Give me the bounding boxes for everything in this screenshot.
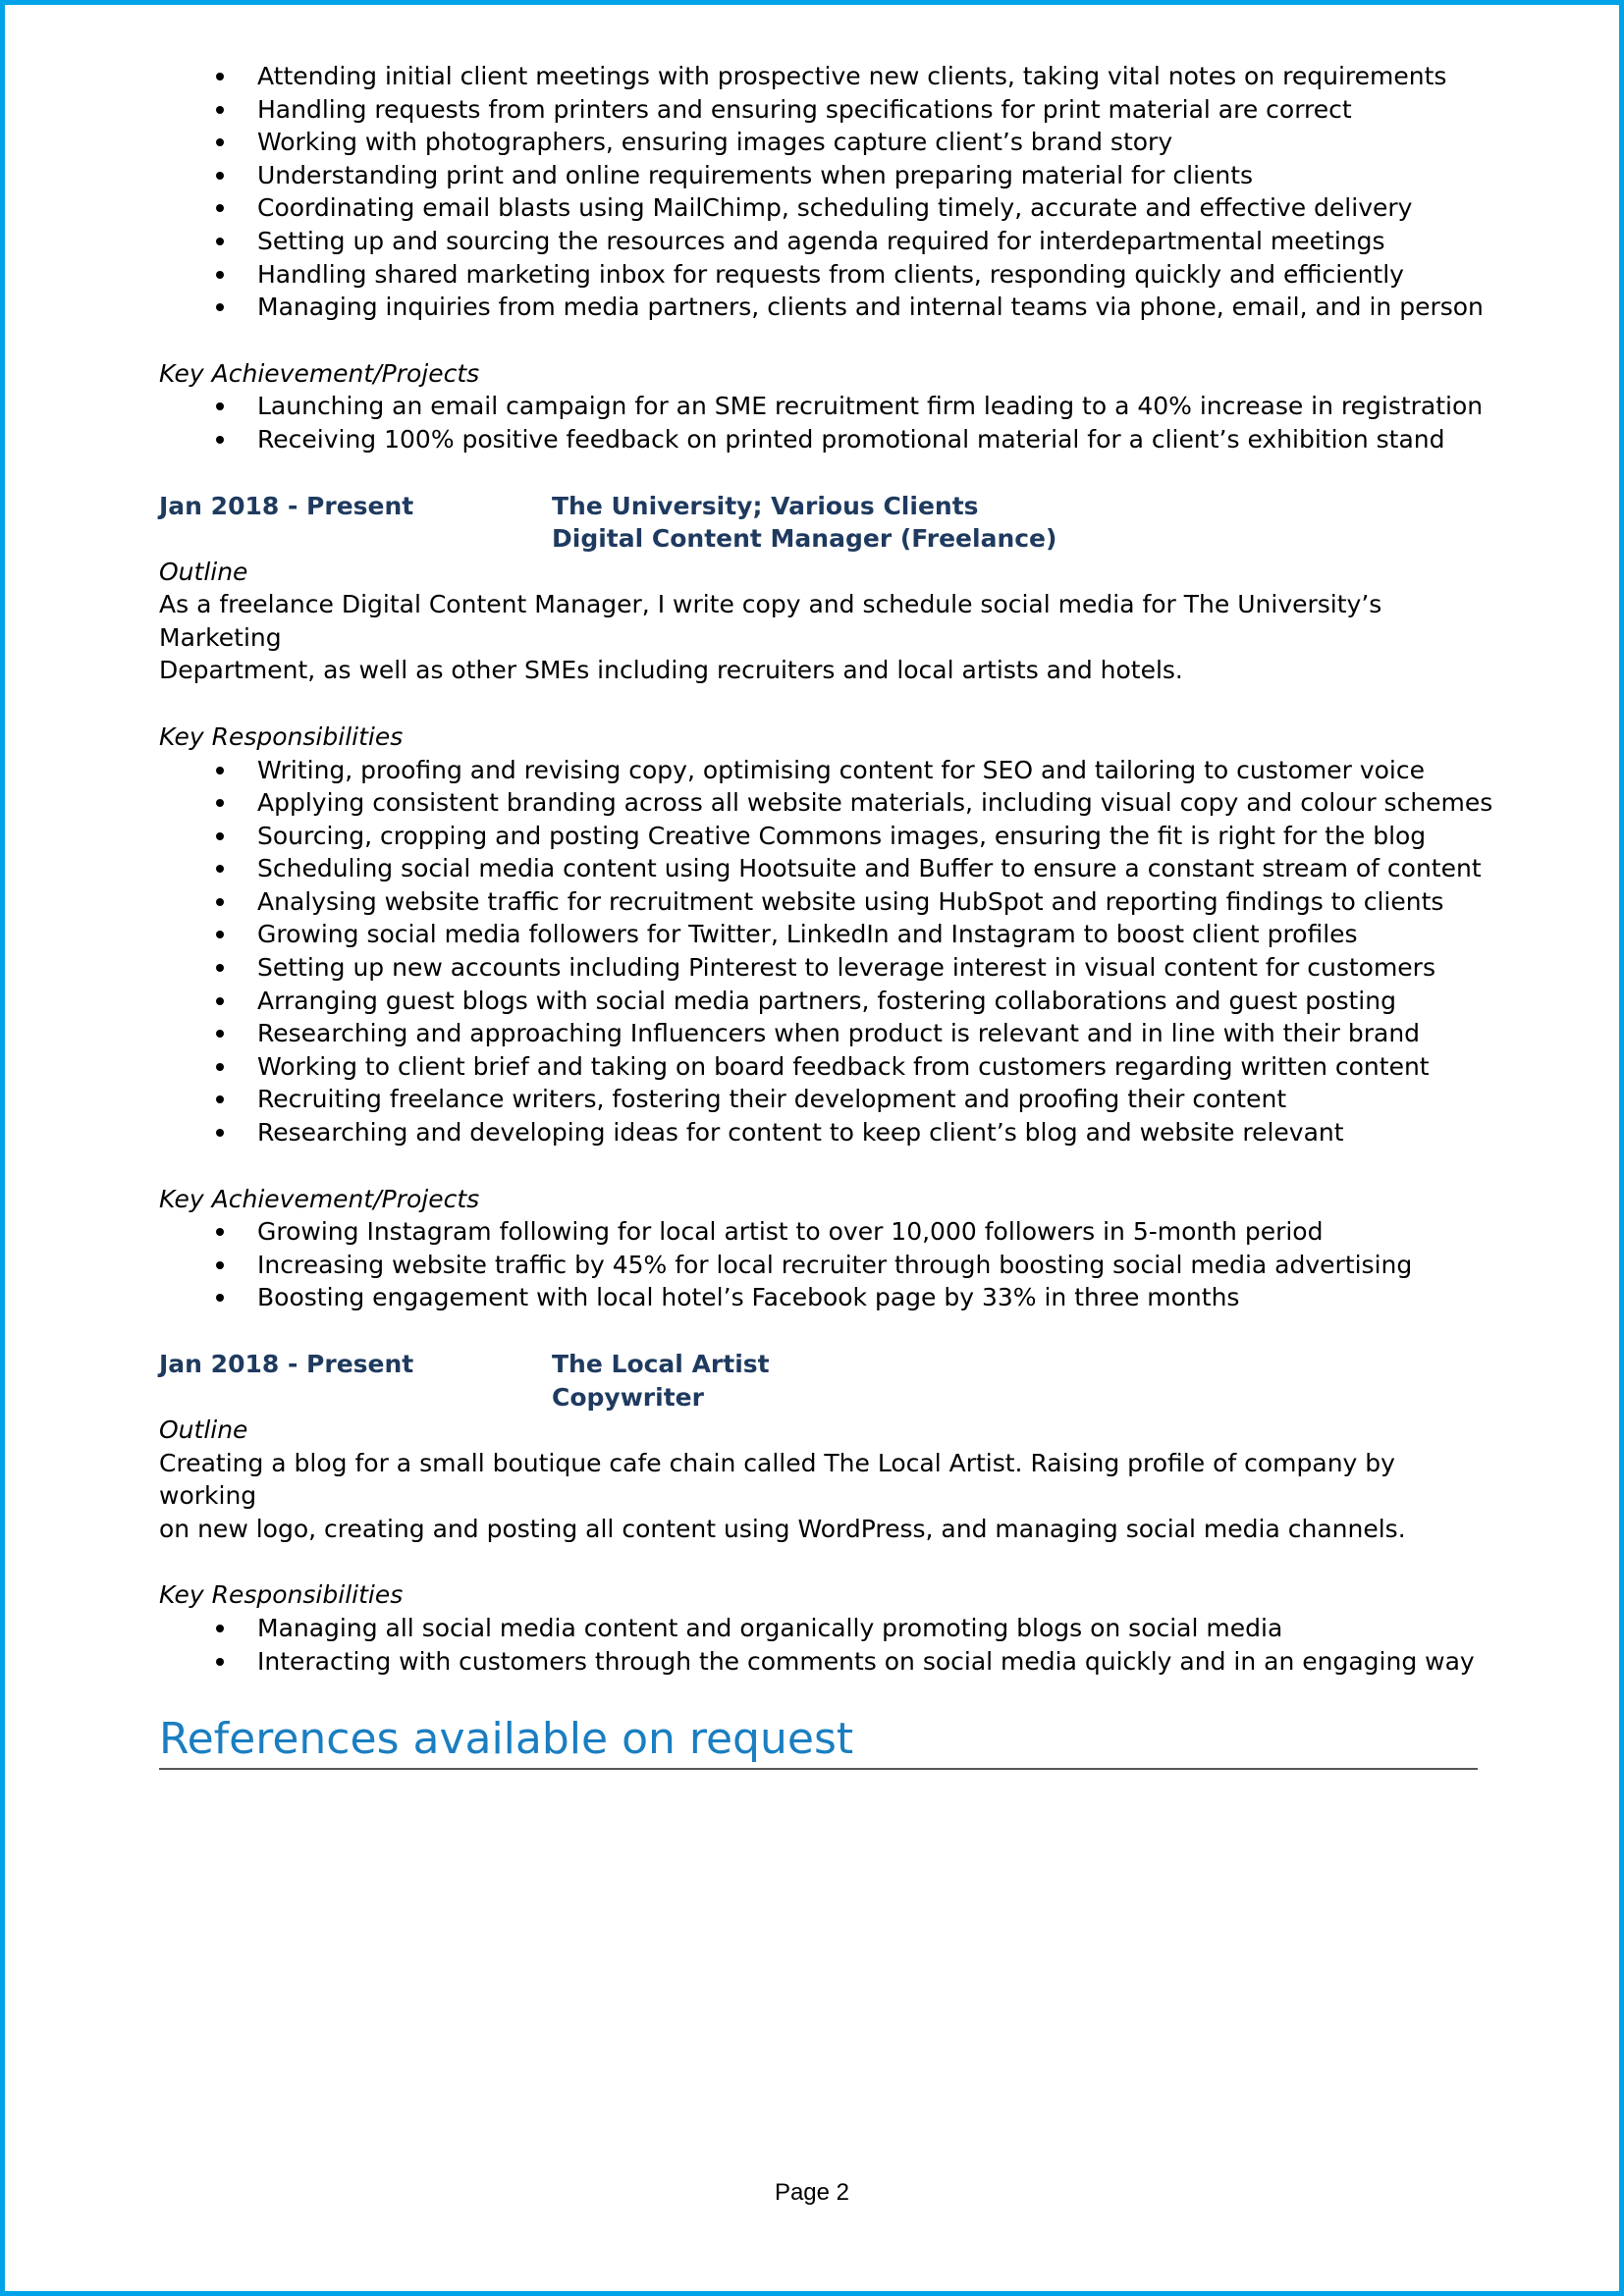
list-item: Arranging guest blogs with social media partners, fostering collaborations and guest posting [159,985,1478,1018]
list-item: Managing inquiries from media partners, clients and internal teams via phone, email, and in person [159,291,1478,324]
list-item: Applying consistent branding across all website materials, including visual copy and colour schemes [159,786,1478,820]
job2-company: The University; Various Clients [552,491,979,520]
intro-achievements-heading: Key Achievement/Projects [159,358,480,388]
list-item: Boosting engagement with local hotel’s Facebook page by 33% in three months [159,1281,1478,1314]
job2-header [159,490,1478,556]
job2-titles [552,490,1056,556]
job3-titles [552,1348,770,1414]
job2-outline-heading: Outline [159,557,248,586]
list-item: Interacting with customers through the comments on social media quickly and in an engaging way [159,1645,1478,1679]
list-item: Coordinating email blasts using MailChimp, scheduling timely, accurate and effective delivery [159,191,1478,225]
list-item: Attending initial client meetings with prospective new clients, taking vital notes on requirements [159,60,1478,93]
references-heading: References available on request [159,1711,1478,1770]
job2-outline-line: Department, as well as other SMEs including recruiters and local artists and hotels. [159,656,1183,685]
list-item: Researching and developing ideas for content to keep client’s blog and website relevant [159,1116,1478,1149]
list-item: Growing Instagram following for local artist to over 10,000 followers in 5-month period [159,1215,1478,1249]
job3-outline-heading: Outline [159,1415,248,1444]
list-item: Sourcing, cropping and posting Creative Commons images, ensuring the fit is right for the blog [159,820,1478,853]
job3-responsibilities-heading: Key Responsibilities [159,1580,404,1610]
list-item: Launching an email campaign for an SME recruitment firm leading to a 40% increase in registration [159,390,1478,423]
job3-outline-line: Creating a blog for a small boutique cafe chain called The Local Artist. Raising profile of company by working [159,1448,1395,1511]
job3-outline-line: on new logo, creating and posting all content using WordPress, and managing social media channels. [159,1514,1406,1543]
list-item: Growing social media followers for Twitter, LinkedIn and Instagram to boost client profiles [159,918,1478,951]
list-item: Working with photographers, ensuring images capture client’s brand story [159,126,1478,159]
job3-dates: Jan 2018 - Present [159,1350,414,1378]
list-item: Setting up and sourcing the resources and agenda required for interdepartmental meetings [159,225,1478,258]
job3-header [159,1348,1478,1414]
list-item: Researching and approaching Influencers when product is relevant and in line with their brand [159,1017,1478,1050]
list-item: Analysing website traffic for recruitment website using HubSpot and reporting findings to clients [159,885,1478,919]
resume-content [159,60,1493,1770]
list-item: Managing all social media content and organically promoting blogs on social media [159,1612,1478,1645]
job3-role: Copywriter [552,1382,704,1412]
job3-responsibilities-list [159,1612,1478,1678]
job3-company: The Local Artist [552,1350,770,1378]
list-item: Increasing website traffic by 45% for local recruiter through boosting social media advertising [159,1249,1478,1282]
intro-achievements-list [159,390,1484,455]
job2-responsibilities-heading: Key Responsibilities [159,721,404,751]
list-item: Writing, proofing and revising copy, optimising content for SEO and tailoring to customer voice [159,754,1478,787]
job2-dates: Jan 2018 - Present [159,491,414,520]
page-number: Page 2 [774,2179,850,2206]
list-item: Handling requests from printers and ensuring specifications for print material are correct [159,93,1478,127]
list-item: Scheduling social media content using Hootsuite and Buffer to ensure a constant stream of content [159,852,1478,885]
list-item: Recruiting freelance writers, fostering their development and proofing their content [159,1083,1478,1116]
job2-outline-text [159,588,1478,687]
job2-achievements-list [159,1215,1478,1314]
job2-role: Digital Content Manager (Freelance) [552,524,1057,554]
job2-achievements-heading: Key Achievement/Projects [159,1184,480,1213]
job2-responsibilities-list [159,754,1493,1149]
list-item: Handling shared marketing inbox for requests from clients, responding quickly and efficiently [159,258,1478,292]
list-item: Working to client brief and taking on board feedback from customers regarding written content [159,1050,1478,1084]
list-item: Setting up new accounts including Pinterest to leverage interest in visual content for customers [159,951,1478,985]
job2-outline-line: As a freelance Digital Content Manager, I write copy and schedule social media for The University’s Marketing [159,590,1382,652]
job3-outline-text [159,1447,1478,1546]
list-item: Understanding print and online requirements when preparing material for clients [159,159,1478,192]
intro-bullet-list [159,60,1484,324]
list-item: Receiving 100% positive feedback on printed promotional material for a client’s exhibition stand [159,423,1478,456]
